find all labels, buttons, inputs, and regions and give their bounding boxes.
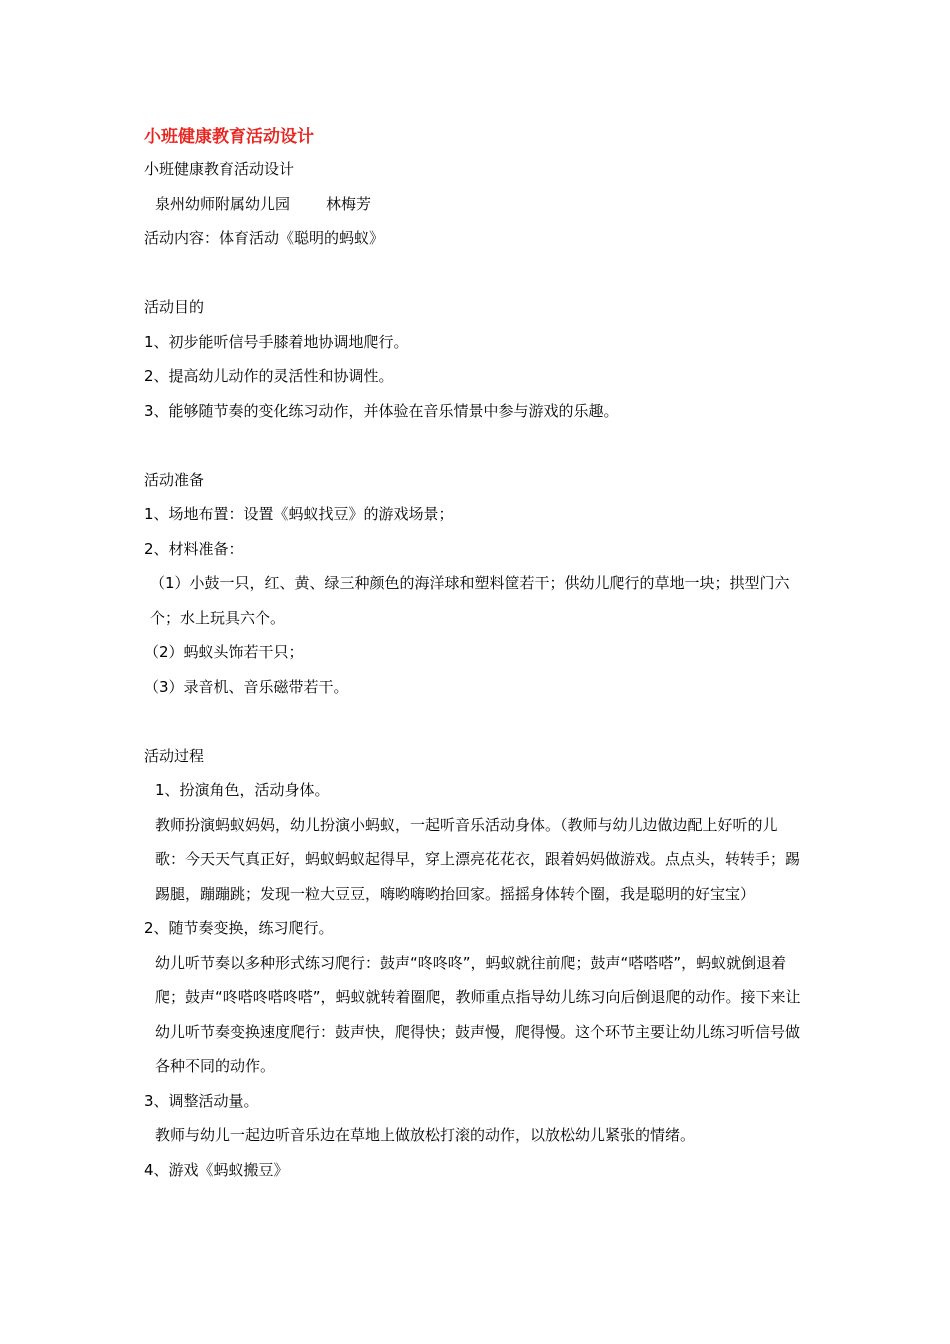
goal-item: 2、提高幼儿动作的灵活性和协调性。 xyxy=(144,367,394,385)
prep-item: 2、材料准备： xyxy=(144,539,244,558)
school-name: 泉州幼师附属幼儿园 xyxy=(155,194,291,213)
prep-heading: 活动准备 xyxy=(144,470,205,489)
prep-subitem: （3）录音机、音乐磁带若干。 xyxy=(144,677,349,696)
process-step: 2、随节奏变换，练习爬行。 xyxy=(144,919,334,937)
process-step: 1、扮演角色，活动身体。 xyxy=(155,781,330,799)
goal-item: 1、初步能听信号手膝着地协调地爬行。 xyxy=(144,332,409,351)
process-step-text: 教师与幼儿一起边听音乐边在草地上做放松打滚的动作，以放松幼儿紧张的情绪。 xyxy=(155,1126,696,1144)
document-body xyxy=(144,122,804,1187)
author-line xyxy=(144,187,804,222)
prep-subitem: （2）蚂蚁头饰若干只； xyxy=(144,643,304,661)
document-subtitle: 小班健康教育活动设计 xyxy=(144,160,295,178)
prep-item: 1、场地布置：设置《蚂蚁找豆》的游戏场景； xyxy=(144,505,454,523)
document-title: 小班健康教育活动设计 xyxy=(144,127,314,147)
blank-line xyxy=(144,256,804,291)
process-step-text: 幼儿听节奏以多种形式练习爬行：鼓声“咚咚咚”，蚂蚁就往前爬；鼓声“嗒嗒嗒”，蚂蚁就倒退着爬；鼓声“咚嗒咚嗒咚嗒”，蚂蚁就转着圈爬，教师重点指导幼儿练习向后倒退爬的动作。接下来让幼儿听节奏变换速度爬行：鼓声快，爬得快；鼓声慢，爬得慢。这个环节主要让幼儿练习听信号做各种不同的动作。 xyxy=(155,953,801,1075)
process-step-text: 教师扮演蚂蚁妈妈，幼儿扮演小蚂蚁，一起听音乐活动身体。（教师与幼儿边做边配上好听的儿歌：今天天气真正好，蚂蚁蚂蚁起得早，穿上漂亮花花衣，跟着妈妈做游戏。点点头，转转手；踢踢腿，蹦蹦跳；发现一粒大豆豆，嗨哟嗨哟抬回家。摇摇身体转个圈，我是聪明的好宝宝） xyxy=(155,815,801,903)
activity-content: 活动内容：体育活动《聪明的蚂蚁》 xyxy=(144,229,385,247)
process-step: 4、游戏《蚂蚁搬豆》 xyxy=(144,1160,289,1179)
author-name: 林梅芳 xyxy=(326,194,372,213)
prep-subitem: （1）小鼓一只，红、黄、绿三种颜色的海洋球和塑料筐若干；供幼儿爬行的草地一块；拱型门六个；水上玩具六个。 xyxy=(150,574,790,627)
process-step: 3、调整活动量。 xyxy=(144,1091,259,1110)
blank-line xyxy=(144,704,804,739)
goal-item: 3、能够随节奏的变化练习动作，并体验在音乐情景中参与游戏的乐趣。 xyxy=(144,401,619,420)
blank-line xyxy=(144,428,804,463)
goals-heading: 活动目的 xyxy=(144,298,205,316)
process-heading: 活动过程 xyxy=(144,746,205,765)
